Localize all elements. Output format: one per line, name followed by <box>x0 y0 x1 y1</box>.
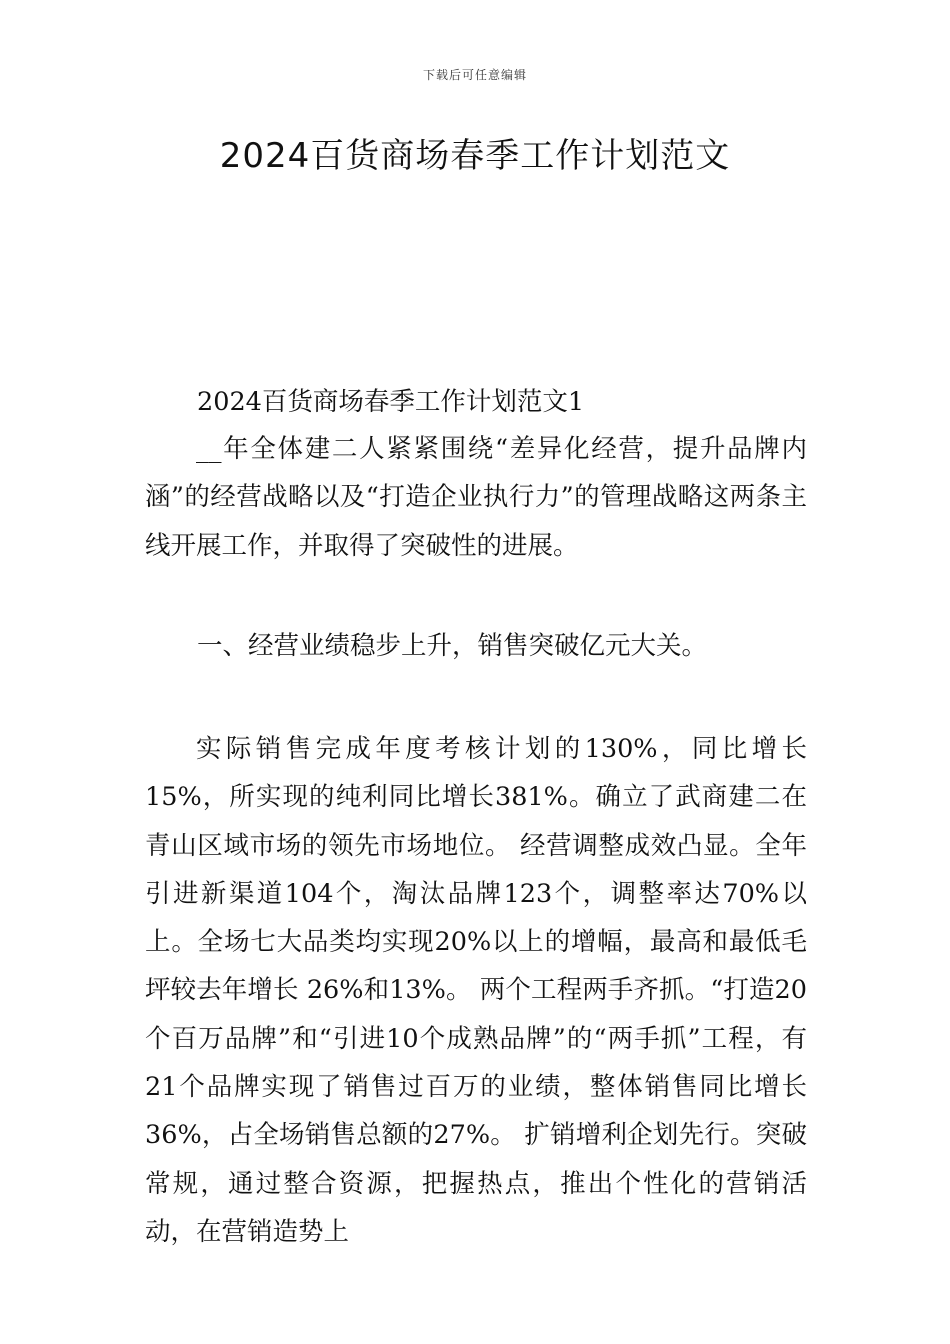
section-heading-one: 一、经营业绩稳步上升，销售突破亿元大关。 <box>197 631 708 661</box>
plan-heading: 2024百货商场春季工作计划范文1 <box>197 387 585 417</box>
body-paragraph: 实际销售完成年度考核计划的130%，同比增长15%，所实现的纯利同比增长381%。确立了武商建二在青山区域市场的领先市场地位。 经营调整成效凸显。全年引进新渠道104个，淘汰品牌123个，调整率达70%以上。全场七大品类均实现20%以上的增幅，最高和最低毛坪较去年增长 26%和13%。 两个工程两手齐抓。“打造20个百万品牌”和“引进10个成熟品牌”的“两手抓”工程，有21个品牌实现了销售过百万的业绩，整体销售同比增长36%，占全场销售总额的27%。 扩销增利企划先行。突破常规，通过整合资源，把握热点，推出个性化的营销活动，在营销造势上 <box>145 734 807 1247</box>
header-note: 下载后可任意编辑 <box>422 68 527 82</box>
document-title: 2024百货商场春季工作计划范文 <box>219 136 731 176</box>
intro-paragraph: __年全体建二人紧紧围绕“差异化经营，提升品牌内涵”的经营战略以及“打造企业执行力”的管理战略这两条主线开展工作，并取得了突破性的进展。 <box>145 434 807 561</box>
